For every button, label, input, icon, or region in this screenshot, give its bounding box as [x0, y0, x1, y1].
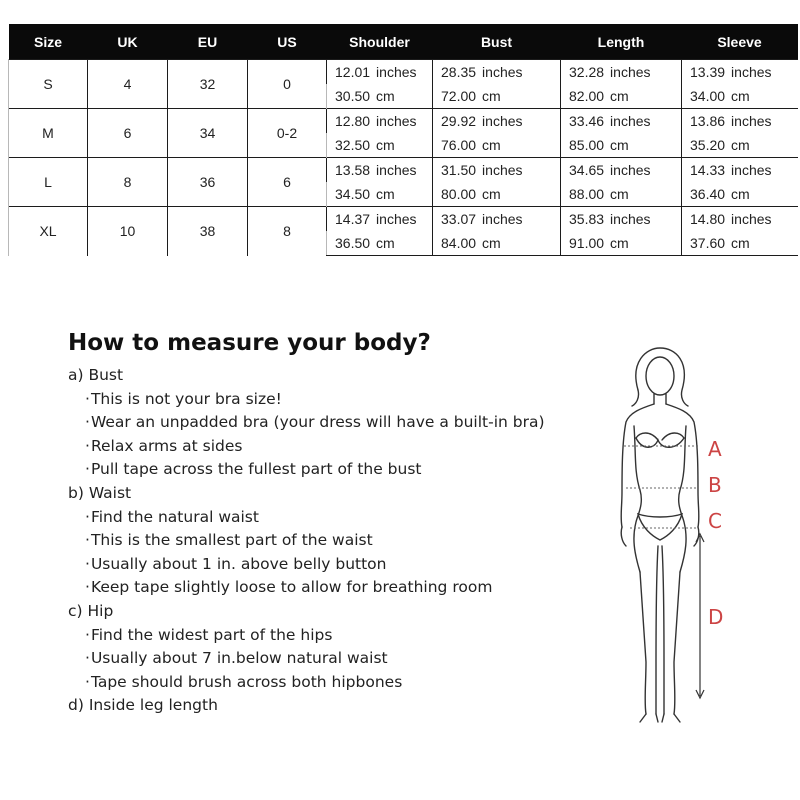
cell-shoulder-inches	[327, 60, 433, 85]
value: 29.92	[441, 113, 477, 129]
label-d: D	[708, 605, 724, 629]
size-chart	[8, 24, 797, 256]
guide-tip: · Pull tape across the fullest part of the bust	[68, 458, 588, 482]
value: 28.35	[441, 64, 477, 80]
unit: inches	[731, 113, 772, 129]
cell-length-inches	[561, 109, 682, 134]
cell-sleeve-inches	[682, 158, 798, 183]
value: 33.46	[569, 113, 605, 129]
guide-tip: · Find the widest part of the hips	[68, 624, 588, 648]
cell-shoulder-inches	[327, 158, 433, 183]
cell-length-inches	[561, 60, 682, 85]
header-sleeve: Sleeve	[682, 24, 798, 60]
value: 88.00	[569, 186, 605, 202]
value: 13.39	[690, 64, 726, 80]
cell-uk: 10	[88, 207, 168, 256]
unit: inches	[482, 162, 523, 178]
value: 30.50	[335, 88, 371, 104]
cell-bust-cm	[433, 182, 561, 207]
cell-length-cm	[561, 182, 682, 207]
unit: cm	[482, 137, 501, 153]
guide-tip: · Tape should brush across both hipbones	[68, 671, 588, 695]
unit: cm	[610, 88, 629, 104]
label-a: A	[708, 437, 722, 461]
cell-bust-inches	[433, 109, 561, 134]
guide-tip: · Wear an unpadded bra (your dress will have a built-in bra)	[68, 411, 588, 435]
value: 34.50	[335, 186, 371, 202]
cell-length-cm	[561, 84, 682, 109]
header-bust: Bust	[433, 24, 561, 60]
cell-sleeve-inches	[682, 109, 798, 134]
guide-tip: · Find the natural waist	[68, 506, 588, 530]
value: 72.00	[441, 88, 477, 104]
value: 14.33	[690, 162, 726, 178]
body-outline-illustration	[600, 342, 760, 732]
cell-shoulder-cm	[327, 133, 433, 158]
value: 33.07	[441, 211, 477, 227]
body-figure	[600, 342, 760, 732]
cell-bust-cm	[433, 84, 561, 109]
cell-length-inches	[561, 207, 682, 232]
unit: cm	[610, 137, 629, 153]
unit: cm	[376, 235, 395, 251]
header-length: Length	[561, 24, 682, 60]
cell-size: M	[9, 109, 88, 158]
guide-tip: · This is the smallest part of the waist	[68, 529, 588, 553]
guide-tip: · Usually about 1 in. above belly button	[68, 553, 588, 577]
value: 91.00	[569, 235, 605, 251]
guide-tip: · Keep tape slightly loose to allow for breathing room	[68, 576, 588, 600]
cell-size: XL	[9, 207, 88, 256]
unit: inches	[376, 162, 417, 178]
unit: cm	[376, 186, 395, 202]
unit: inches	[610, 211, 651, 227]
unit: inches	[482, 64, 523, 80]
unit: inches	[610, 64, 651, 80]
cell-bust-inches	[433, 60, 561, 85]
cell-uk: 6	[88, 109, 168, 158]
cell-eu: 32	[168, 60, 248, 109]
header-uk: UK	[88, 24, 168, 60]
value: 14.37	[335, 211, 371, 227]
cell-shoulder-cm	[327, 84, 433, 109]
cell-shoulder-inches	[327, 109, 433, 134]
unit: cm	[482, 235, 501, 251]
value: 36.50	[335, 235, 371, 251]
unit: inches	[610, 113, 651, 129]
cell-length-cm	[561, 231, 682, 256]
cell-us: 0	[248, 60, 327, 109]
unit: cm	[731, 186, 750, 202]
cell-eu: 36	[168, 158, 248, 207]
unit: inches	[376, 113, 417, 129]
header-shoulder: Shoulder	[327, 24, 433, 60]
guide-heading: c) Hip	[68, 601, 114, 620]
cell-sleeve-inches	[682, 60, 798, 85]
guide-tip: · Relax arms at sides	[68, 435, 588, 459]
unit: cm	[610, 186, 629, 202]
cell-sleeve-cm	[682, 231, 798, 256]
value: 35.83	[569, 211, 605, 227]
cell-sleeve-cm	[682, 182, 798, 207]
unit: cm	[610, 235, 629, 251]
guide-heading: d) Inside leg length	[68, 696, 218, 715]
cell-bust-inches	[433, 207, 561, 232]
cell-uk: 4	[88, 60, 168, 109]
unit: inches	[376, 211, 417, 227]
value: 34.00	[690, 88, 726, 104]
value: 14.80	[690, 211, 726, 227]
value: 35.20	[690, 137, 726, 153]
cell-shoulder-cm	[327, 231, 433, 256]
unit: inches	[610, 162, 651, 178]
cell-us: 6	[248, 158, 327, 207]
table-row	[9, 60, 798, 85]
unit: cm	[376, 137, 395, 153]
cell-length-inches	[561, 158, 682, 183]
unit: inches	[731, 162, 772, 178]
table-row	[9, 109, 798, 134]
guide-tip: · This is not your bra size!	[68, 388, 588, 412]
value: 80.00	[441, 186, 477, 202]
cell-length-cm	[561, 133, 682, 158]
guide-list	[68, 364, 588, 718]
cell-size: L	[9, 158, 88, 207]
cell-bust-cm	[433, 231, 561, 256]
cell-uk: 8	[88, 158, 168, 207]
value: 31.50	[441, 162, 477, 178]
unit: cm	[731, 235, 750, 251]
value: 85.00	[569, 137, 605, 153]
value: 76.00	[441, 137, 477, 153]
unit: cm	[731, 137, 750, 153]
cell-eu: 34	[168, 109, 248, 158]
unit: cm	[376, 88, 395, 104]
unit: inches	[376, 64, 417, 80]
cell-us: 8	[248, 207, 327, 256]
size-table	[8, 24, 798, 256]
cell-sleeve-cm	[682, 84, 798, 109]
unit: cm	[731, 88, 750, 104]
unit: inches	[482, 113, 523, 129]
cell-us: 0-2	[248, 109, 327, 158]
cell-bust-cm	[433, 133, 561, 158]
value: 32.50	[335, 137, 371, 153]
table-header-row	[9, 24, 798, 60]
value: 12.01	[335, 64, 371, 80]
unit: inches	[482, 211, 523, 227]
unit: inches	[731, 211, 772, 227]
header-us: US	[248, 24, 327, 60]
unit: cm	[482, 88, 501, 104]
cell-shoulder-cm	[327, 182, 433, 207]
value: 13.86	[690, 113, 726, 129]
measure-guide	[68, 330, 588, 718]
header-eu: EU	[168, 24, 248, 60]
cell-shoulder-inches	[327, 207, 433, 232]
guide-heading: b) Waist	[68, 483, 132, 502]
table-row	[9, 207, 798, 232]
guide-tip: · Usually about 7 in.below natural waist	[68, 647, 588, 671]
unit: inches	[731, 64, 772, 80]
value: 34.65	[569, 162, 605, 178]
cell-size: S	[9, 60, 88, 109]
cell-eu: 38	[168, 207, 248, 256]
value: 32.28	[569, 64, 605, 80]
guide-heading: a) Bust	[68, 366, 124, 384]
cell-sleeve-cm	[682, 133, 798, 158]
cell-bust-inches	[433, 158, 561, 183]
header-size: Size	[9, 24, 88, 60]
value: 12.80	[335, 113, 371, 129]
value: 13.58	[335, 162, 371, 178]
value: 84.00	[441, 235, 477, 251]
cell-sleeve-inches	[682, 207, 798, 232]
value: 36.40	[690, 186, 726, 202]
value: 37.60	[690, 235, 726, 251]
unit: cm	[482, 186, 501, 202]
value: 82.00	[569, 88, 605, 104]
label-b: B	[708, 473, 722, 497]
label-c: C	[708, 509, 722, 533]
table-row	[9, 158, 798, 183]
guide-title: How to measure your body?	[68, 330, 431, 356]
